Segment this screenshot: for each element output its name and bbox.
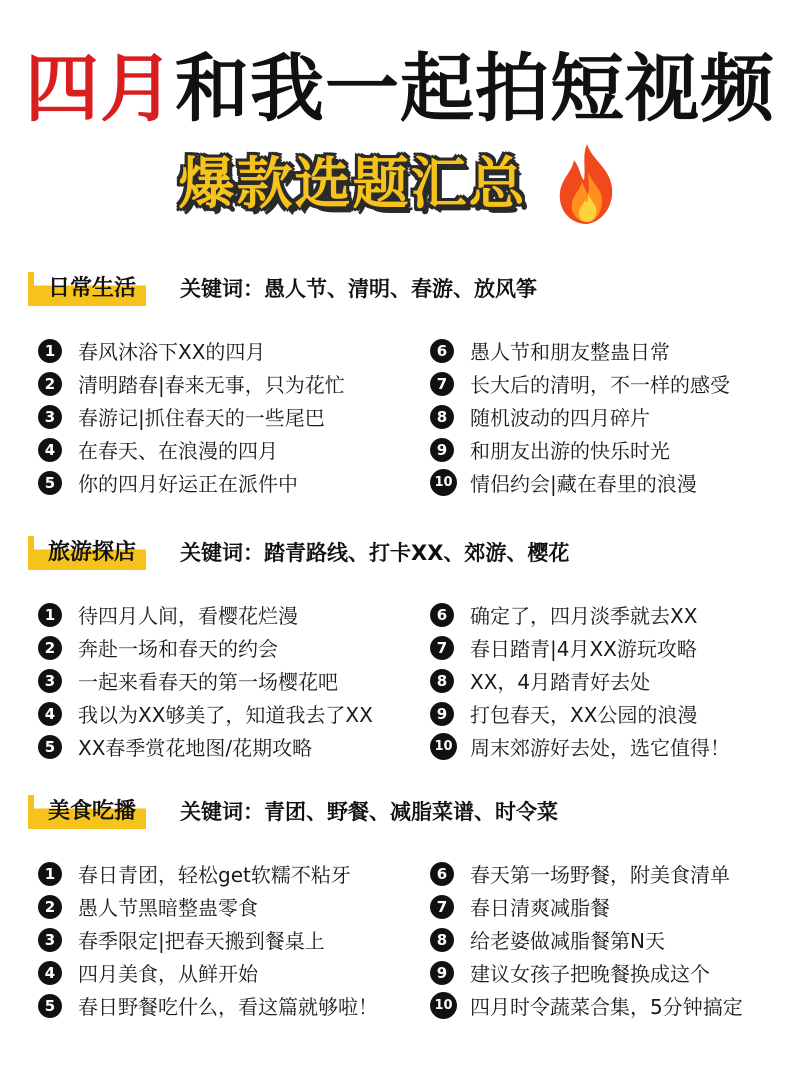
number-badge: 6 xyxy=(430,862,454,886)
list-item xyxy=(38,598,373,631)
number-badge: 1 xyxy=(38,339,62,363)
topic-text: 清明踏春|春来无事，只为花忙 xyxy=(78,373,345,397)
number-badge: 2 xyxy=(38,895,62,919)
topic-text: 春风沐浴下XX的四月 xyxy=(78,340,266,364)
topic-text: 春季限定|把春天搬到餐桌上 xyxy=(78,929,325,953)
list-item xyxy=(430,367,730,400)
topic-text: 四月时令蔬菜合集，5分钟搞定 xyxy=(470,995,743,1019)
list-item xyxy=(38,956,378,989)
topic-list-left xyxy=(38,857,378,1022)
number-badge: 6 xyxy=(430,603,454,627)
number-badge: 5 xyxy=(38,735,62,759)
number-badge: 8 xyxy=(430,928,454,952)
topic-text: 情侣约会|藏在春里的浪漫 xyxy=(470,472,697,496)
list-item xyxy=(430,400,730,433)
topic-text: 奔赴一场和春天的约会 xyxy=(78,637,278,661)
section-daily-life xyxy=(0,272,800,496)
fire-icon xyxy=(552,142,622,228)
section-food xyxy=(0,795,800,1019)
page-title xyxy=(0,44,800,134)
topic-text: 我以为XX够美了，知道我去了XX xyxy=(78,703,373,727)
number-badge: 10 xyxy=(430,733,457,760)
number-badge: 3 xyxy=(38,405,62,429)
number-badge: 5 xyxy=(38,994,62,1018)
topic-text: 在春天、在浪漫的四月 xyxy=(78,439,278,463)
number-badge: 9 xyxy=(430,961,454,985)
topic-text: 建议女孩子把晚餐换成这个 xyxy=(470,962,710,986)
list-item xyxy=(430,989,743,1022)
topic-list-right xyxy=(430,857,743,1022)
number-badge: 2 xyxy=(38,372,62,396)
topic-text: 愚人节黑暗整蛊零食 xyxy=(78,896,258,920)
number-badge: 7 xyxy=(430,895,454,919)
number-badge: 1 xyxy=(38,603,62,627)
number-badge: 9 xyxy=(430,702,454,726)
list-item xyxy=(38,857,378,890)
list-item xyxy=(430,697,730,730)
number-badge: 10 xyxy=(430,469,457,496)
title-rest: 和我一起拍短视频 xyxy=(175,46,775,132)
list-item xyxy=(38,890,378,923)
list-item xyxy=(38,730,373,763)
number-badge: 5 xyxy=(38,471,62,495)
number-badge: 4 xyxy=(38,438,62,462)
topic-list-left xyxy=(38,334,345,499)
list-item xyxy=(430,466,730,499)
number-badge: 9 xyxy=(430,438,454,462)
number-badge: 7 xyxy=(430,372,454,396)
section-tag: 旅游探店 xyxy=(28,536,146,570)
list-item xyxy=(38,433,345,466)
list-item xyxy=(38,466,345,499)
list-item xyxy=(38,367,345,400)
topic-list-right xyxy=(430,598,730,763)
topic-text: 待四月人间，看樱花烂漫 xyxy=(78,604,298,628)
topic-text: XX，4月踏青好去处 xyxy=(470,670,651,694)
number-badge: 2 xyxy=(38,636,62,660)
section-tag: 日常生活 xyxy=(28,272,146,306)
topic-list-right xyxy=(430,334,730,499)
topic-text: 给老婆做减脂餐第N天 xyxy=(470,929,665,953)
number-badge: 4 xyxy=(38,702,62,726)
topic-text: 四月美食，从鲜开始 xyxy=(78,962,258,986)
topic-text: 春日清爽减脂餐 xyxy=(470,896,610,920)
list-item xyxy=(430,598,730,631)
topic-text: 一起来看春天的第一场樱花吧 xyxy=(78,670,338,694)
section-travel xyxy=(0,536,800,760)
list-item xyxy=(430,631,730,664)
list-item xyxy=(430,956,743,989)
topic-text: 春日野餐吃什么，看这篇就够啦！ xyxy=(78,995,378,1019)
topic-text: 春游记|抓住春天的一些尾巴 xyxy=(78,406,325,430)
list-item xyxy=(430,890,743,923)
subtitle-row xyxy=(0,142,800,228)
list-item xyxy=(38,400,345,433)
list-item xyxy=(38,697,373,730)
list-item xyxy=(430,923,743,956)
topic-text: 打包春天，XX公园的浪漫 xyxy=(470,703,698,727)
number-badge: 1 xyxy=(38,862,62,886)
list-item xyxy=(38,631,373,664)
section-keywords: 关键词：愚人节、清明、春游、放风筝 xyxy=(180,277,537,301)
number-badge: 8 xyxy=(430,669,454,693)
topic-text: 愚人节和朋友整蛊日常 xyxy=(470,340,670,364)
topic-text: 你的四月好运正在派件中 xyxy=(78,472,298,496)
topic-text: 和朋友出游的快乐时光 xyxy=(470,439,670,463)
topic-text: 春日踏青|4月XX游玩攻略 xyxy=(470,637,697,661)
topic-text: XX春季赏花地图/花期攻略 xyxy=(78,736,313,760)
topic-list-left xyxy=(38,598,373,763)
number-badge: 3 xyxy=(38,669,62,693)
number-badge: 3 xyxy=(38,928,62,952)
number-badge: 6 xyxy=(430,339,454,363)
list-item xyxy=(430,730,730,763)
list-item xyxy=(38,989,378,1022)
subtitle: 爆款选题汇总 xyxy=(178,152,527,217)
topic-text: 长大后的清明，不一样的感受 xyxy=(470,373,730,397)
list-item xyxy=(38,334,345,367)
number-badge: 4 xyxy=(38,961,62,985)
topic-text: 随机波动的四月碎片 xyxy=(470,406,650,430)
list-item xyxy=(38,664,373,697)
section-tag: 美食吃播 xyxy=(28,795,146,829)
number-badge: 10 xyxy=(430,992,457,1019)
list-item xyxy=(38,923,378,956)
title-accent: 四月 xyxy=(25,46,175,132)
topic-text: 周末郊游好去处，选它值得！ xyxy=(470,736,730,760)
section-keywords: 关键词：踏青路线、打卡XX、郊游、樱花 xyxy=(180,541,570,565)
topic-text: 春天第一场野餐，附美食清单 xyxy=(470,863,730,887)
number-badge: 7 xyxy=(430,636,454,660)
list-item xyxy=(430,664,730,697)
list-item xyxy=(430,433,730,466)
section-keywords: 关键词：青团、野餐、减脂菜谱、时令菜 xyxy=(180,800,558,824)
topic-text: 确定了，四月淡季就去XX xyxy=(470,604,698,628)
list-item xyxy=(430,857,743,890)
topic-text: 春日青团，轻松get软糯不粘牙 xyxy=(78,863,351,887)
number-badge: 8 xyxy=(430,405,454,429)
list-item xyxy=(430,334,730,367)
